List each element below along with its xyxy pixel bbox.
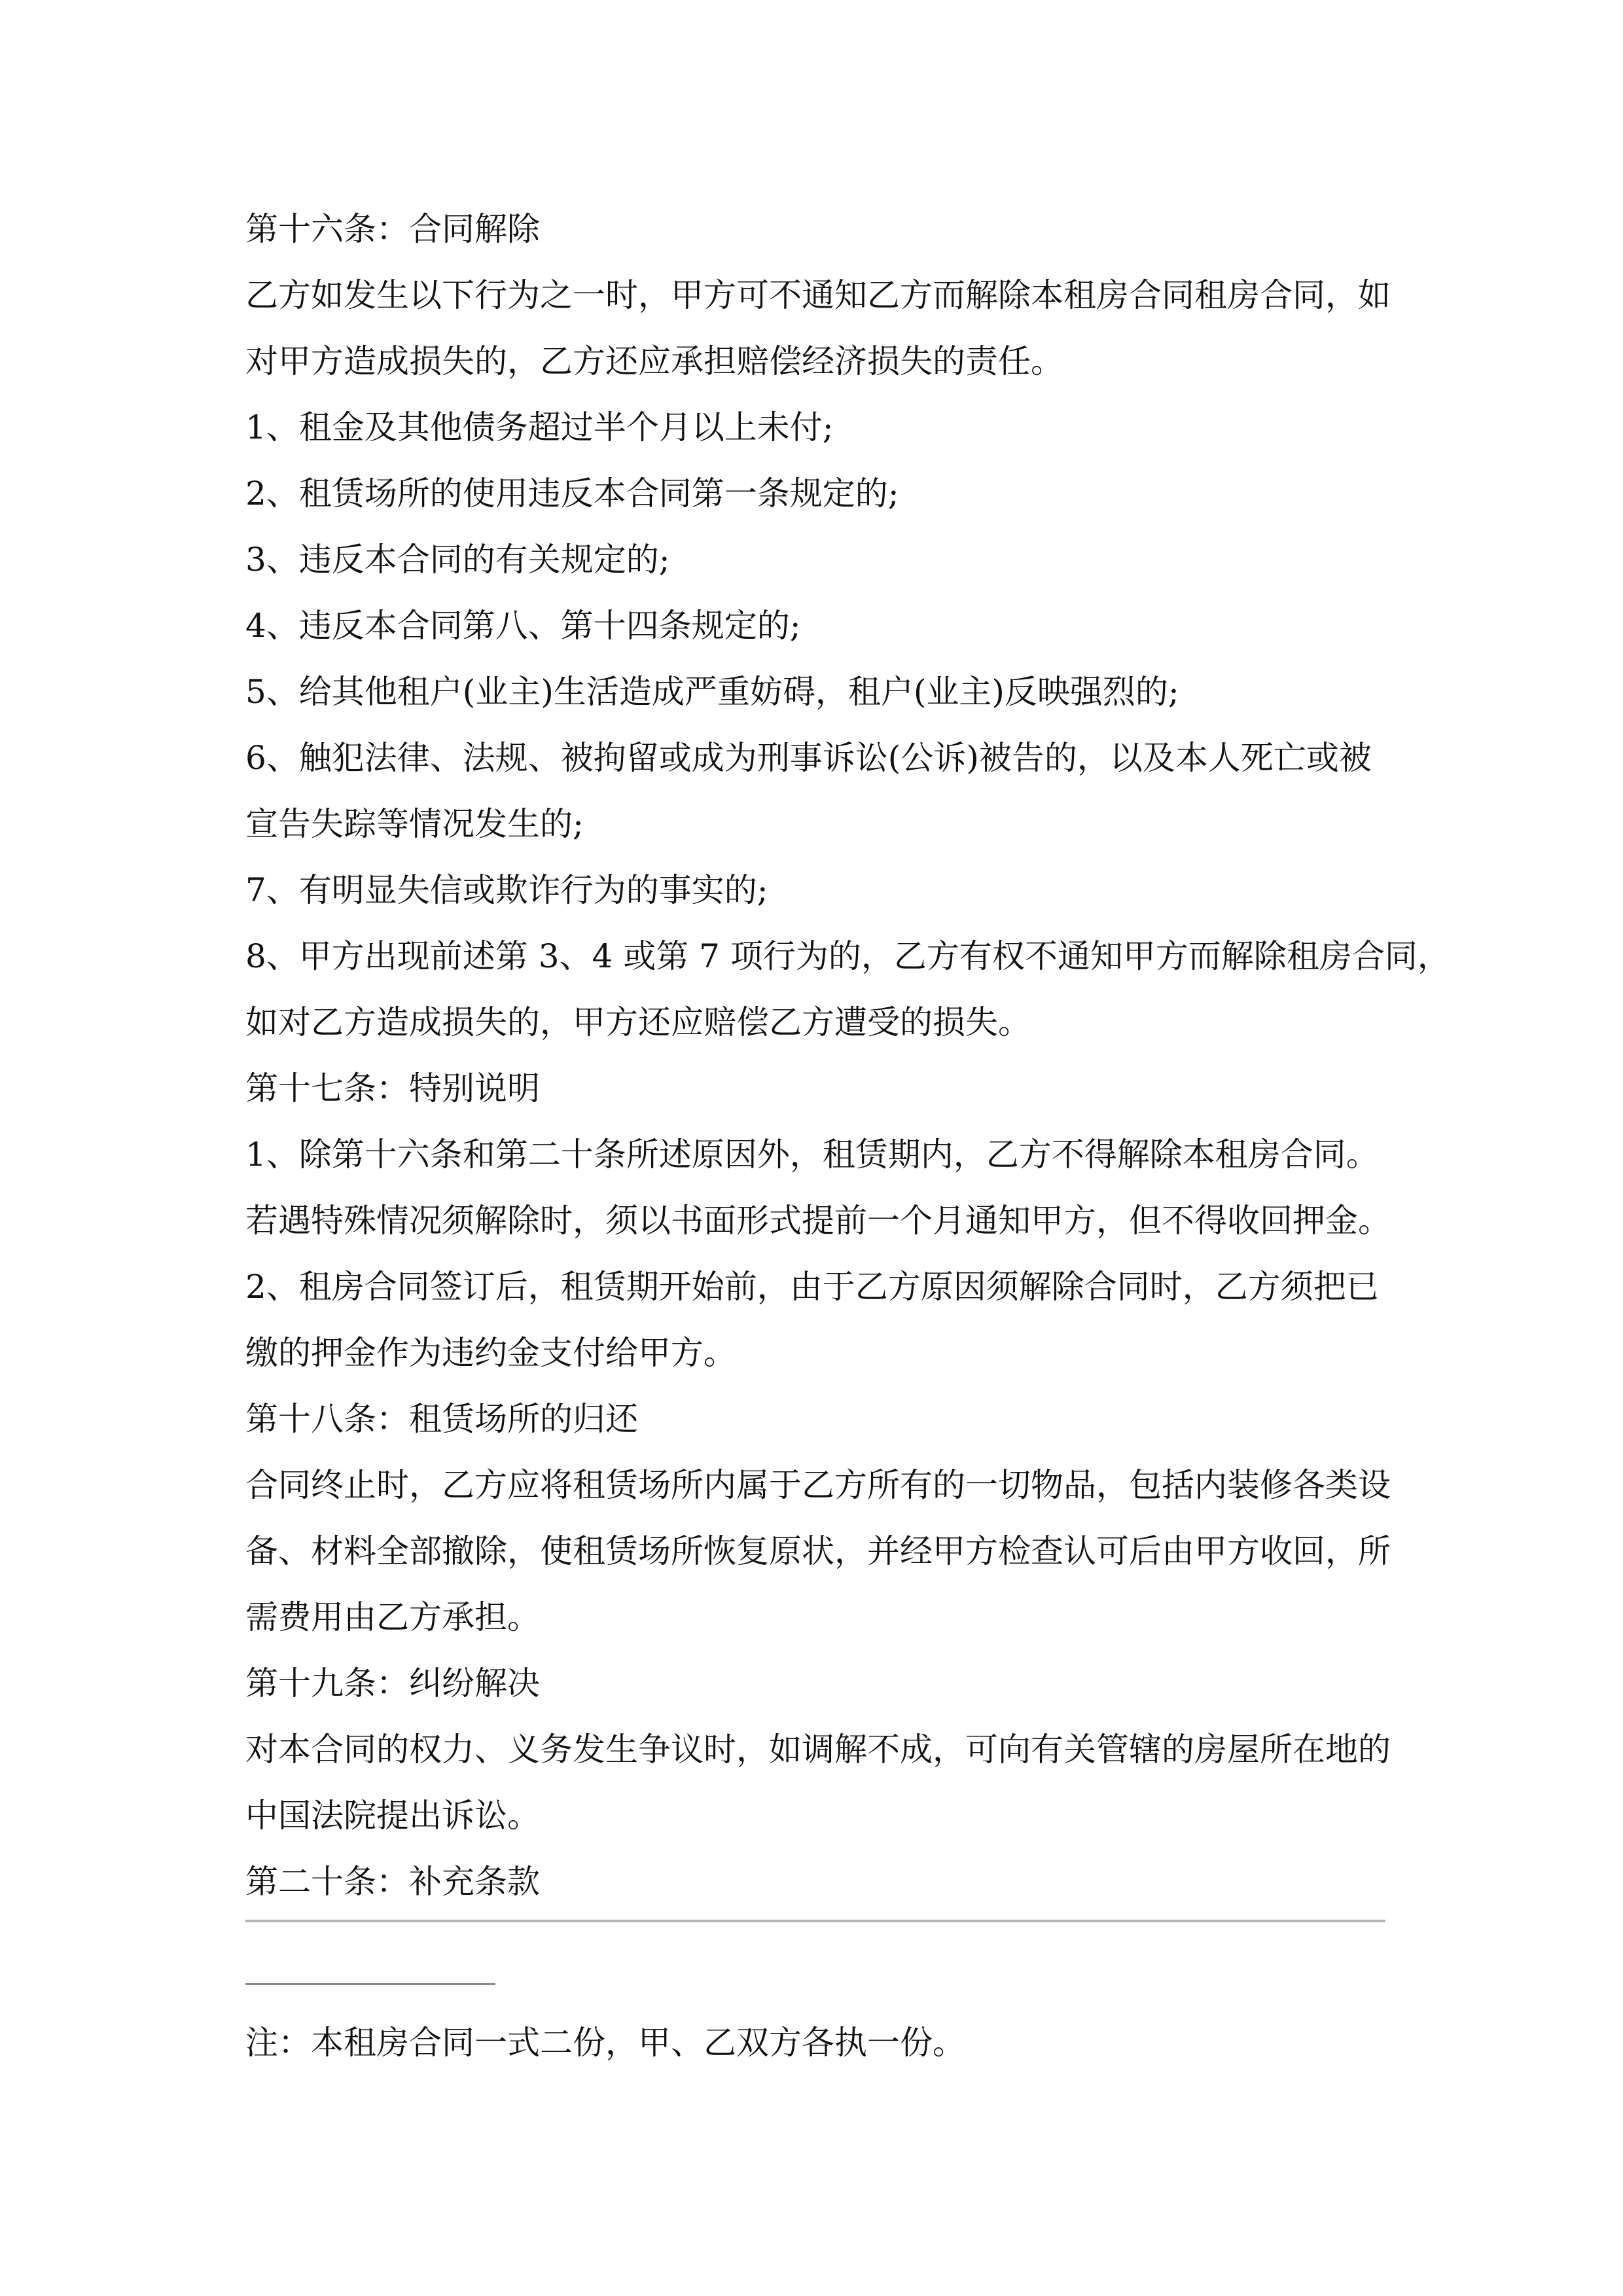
body-line: 合同终止时，乙方应将租赁场所内属于乙方所有的一切物品，包括内装修各类设 [245,1466,1391,1504]
list-item: 1、租金及其他债务超过半个月以上未付; [245,408,834,446]
footnote: 注：本租房合同一式二份，甲、乙双方各执一份。 [245,2024,965,2062]
body-line: 对甲方造成损失的，乙方还应承担赔偿经济损失的责任。 [245,342,1063,380]
list-item: 2、租房合同签订后，租赁期开始前，由于乙方原因须解除合同时，乙方须把已 [245,1268,1379,1306]
article-16-heading: 第十六条：合同解除 [245,210,540,248]
body-line: 需费用由乙方承担。 [245,1598,540,1636]
article-18-heading: 第十八条：租赁场所的归还 [245,1400,638,1438]
list-item: 4、违反本合同第八、第十四条规定的; [245,607,801,645]
list-item: 8、甲方出现前述第 3、4 或第 7 项行为的，乙方有权不通知甲方而解除租房合同， [245,937,1450,975]
body-line: 备、材料全部撤除，使租赁场所恢复原状，并经甲方检查认可后由甲方收回，所 [245,1532,1391,1570]
article-20-heading: 第二十条：补充条款 [245,1863,540,1901]
list-item: 6、触犯法律、法规、被拘留或成为刑事诉讼(公诉)被告的，以及本人死亡或被 [245,739,1372,777]
list-item: 5、给其他租户(业主)生活造成严重妨碍，租户(业主)反映强烈的; [245,673,1179,711]
article-17-heading: 第十七条：特别说明 [245,1069,540,1107]
body-line: 中国法院提出诉讼。 [245,1797,540,1835]
list-item: 1、除第十六条和第二十条所述原因外，租赁期内，乙方不得解除本租房合同。 [245,1136,1379,1174]
list-item-continuation: 如对乙方造成损失的，甲方还应赔偿乙方遭受的损失。 [245,1003,1031,1041]
list-item-continuation: 宣告失踪等情况发生的; [245,805,584,843]
footnote-rule [245,1983,495,1985]
article-19-heading: 第十九条：纠纷解决 [245,1664,540,1702]
list-item-continuation: 若遇特殊情况须解除时，须以书面形式提前一个月通知甲方，但不得收回押金。 [245,1202,1391,1240]
body-line: 乙方如发生以下行为之一时，甲方可不通知乙方而解除本租房合同租房合同，如 [245,276,1391,314]
body-line: 对本合同的权力、义务发生争议时，如调解不成，可向有关管辖的房屋所在地的 [245,1731,1391,1768]
list-item: 2、租赁场所的使用违反本合同第一条规定的; [245,475,899,512]
list-item: 7、有明显失信或欺诈行为的事实的; [245,871,768,909]
contract-body [245,196,1450,1915]
section-divider [245,1920,1385,1922]
list-item-continuation: 缴的押金作为违约金支付给甲方。 [245,1334,736,1372]
list-item: 3、违反本合同的有关规定的; [245,541,670,579]
